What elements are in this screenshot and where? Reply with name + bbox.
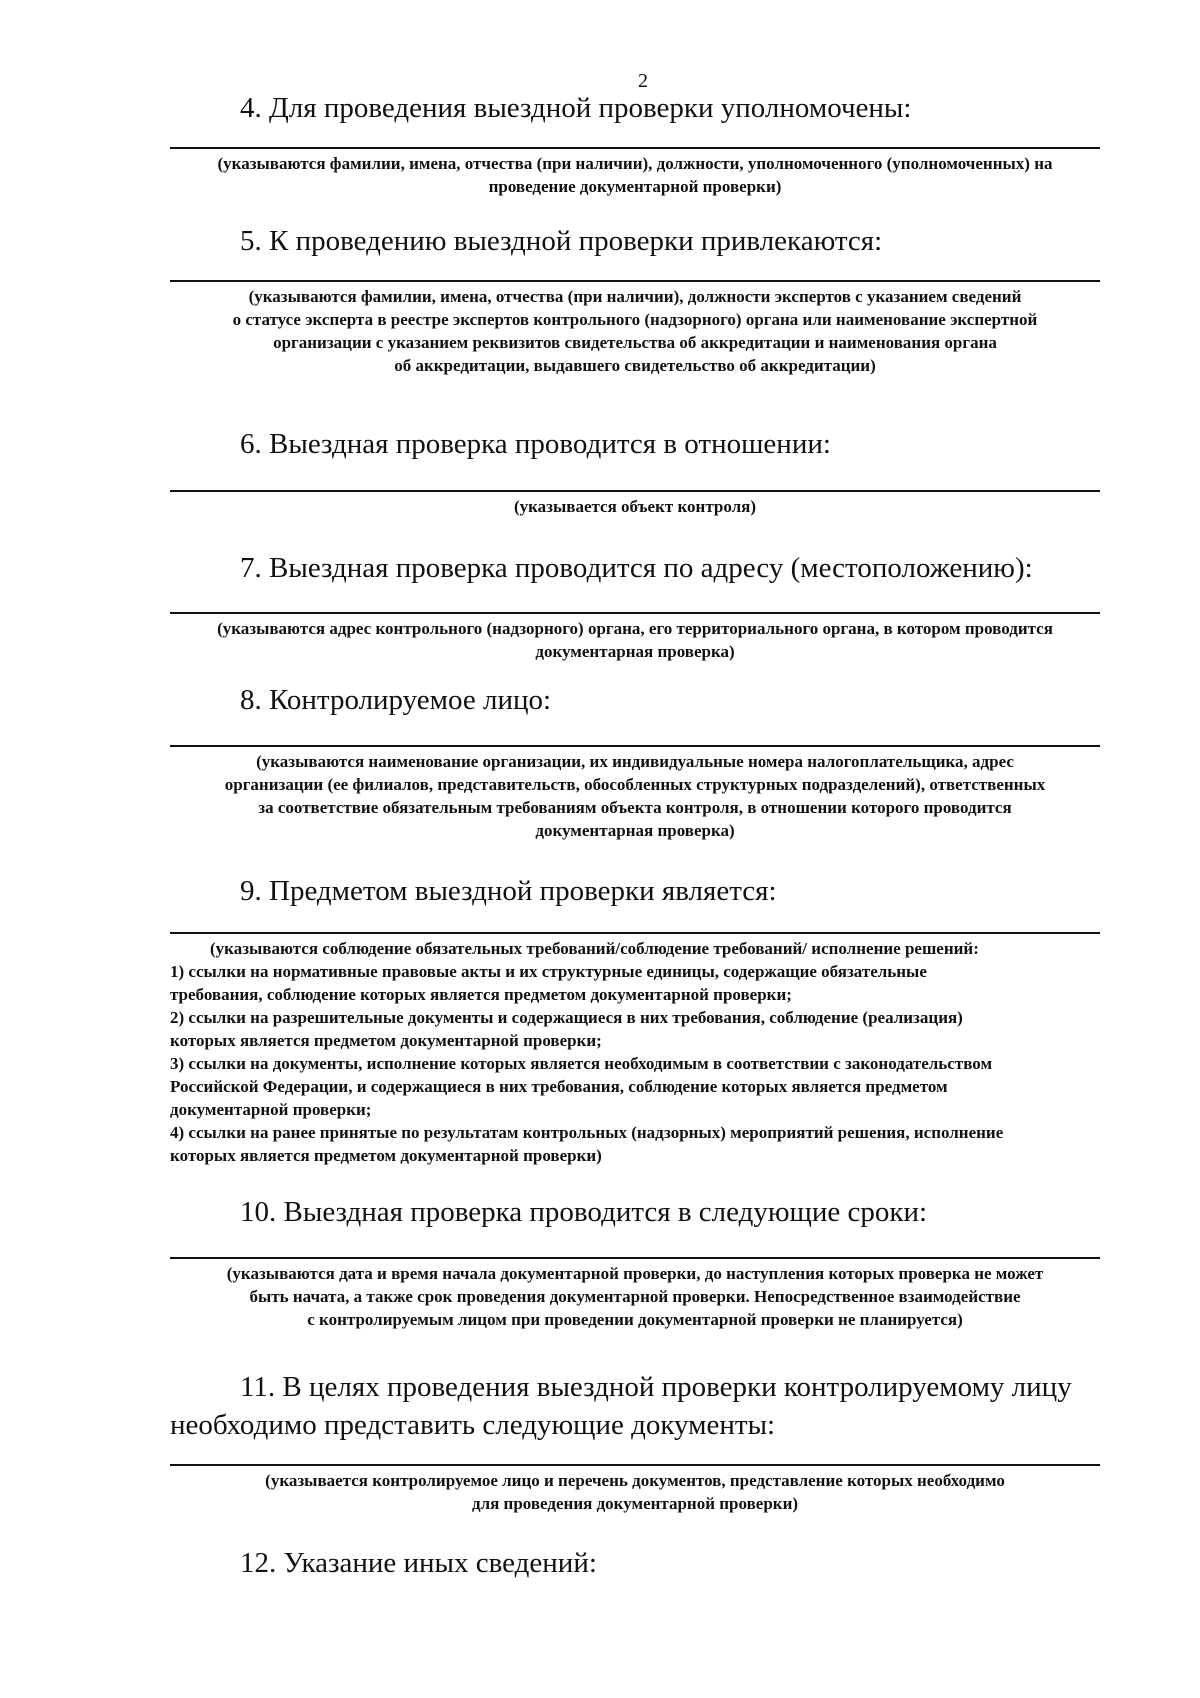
- note-line: которых является предметом документарной проверки;: [170, 1031, 602, 1050]
- note-line: документарной проверки;: [170, 1100, 372, 1119]
- section-6-fill-line: [170, 490, 1100, 492]
- section-4-heading: 4. Для проведения выездной проверки уполномочены:: [240, 92, 912, 124]
- section-6-note: [170, 495, 1100, 518]
- note-line: 4) ссылки на ранее принятые по результатам контрольных (надзорных) мероприятий решения, исполнение: [170, 1123, 1004, 1142]
- section-5-note: [170, 285, 1100, 377]
- note-line: быть начата, а также срок проведения документарной проверки. Непосредственное взаимодействие: [249, 1287, 1021, 1306]
- note-line: 1) ссылки на нормативные правовые акты и их структурные единицы, содержащие обязательные: [170, 962, 927, 981]
- note-line: о статусе эксперта в реестре экспертов контрольного (надзорного) органа или наименование экспертной: [232, 310, 1038, 329]
- section-12-heading: 12. Указание иных сведений:: [240, 1547, 597, 1579]
- note-line: Российской Федерации, и содержащиеся в них требования, соблюдение которых является предметом: [170, 1077, 948, 1096]
- section-11-fill-line: [170, 1464, 1100, 1466]
- note-line: (указываются дата и время начала документарной проверки, до наступления которых проверка не может: [226, 1264, 1044, 1283]
- section-4-note: [170, 152, 1100, 198]
- section-5-heading: 5. К проведению выездной проверки привлекаются:: [240, 225, 883, 257]
- section-7-note: [170, 617, 1100, 663]
- note-line: документарная проверка): [535, 642, 735, 661]
- section-6-heading: 6. Выездная проверка проводится в отношении:: [240, 428, 831, 460]
- section-10-fill-line: [170, 1257, 1100, 1259]
- note-line: об аккредитации, выдавшего свидетельство об аккредитации): [394, 356, 876, 375]
- note-line: 2) ссылки на разрешительные документы и содержащиеся в них требования, соблюдение (реализация): [170, 1008, 963, 1027]
- section-10-note: [170, 1262, 1100, 1331]
- section-5-fill-line: [170, 280, 1100, 282]
- section-11-heading: [170, 1368, 1100, 1444]
- note-line: проведение документарной проверки): [488, 177, 782, 196]
- note-line: с контролируемым лицом при проведении документарной проверки не планируется): [307, 1310, 963, 1329]
- section-7-heading: 7. Выездная проверка проводится по адресу (местоположению):: [240, 552, 1033, 584]
- note-line: документарная проверка): [535, 821, 735, 840]
- note-line: которых является предметом документарной проверки): [170, 1146, 602, 1165]
- section-7-fill-line: [170, 612, 1100, 614]
- note-line: (указываются соблюдение обязательных требований/соблюдение требований/ исполнение решений:: [210, 939, 979, 958]
- section-4-fill-line: [170, 147, 1100, 149]
- note-line: (указываются фамилии, имена, отчества (при наличии), должности экспертов с указанием сведений: [248, 287, 1022, 306]
- note-line: за соответствие обязательным требованиям объекта контроля, в отношении которого проводится: [258, 798, 1012, 817]
- section-8-fill-line: [170, 745, 1100, 747]
- section-9-fill-line: [170, 932, 1100, 934]
- page-number: 2: [638, 70, 648, 92]
- section-8-heading: 8. Контролируемое лицо:: [240, 684, 552, 716]
- note-line: (указывается объект контроля): [513, 497, 757, 516]
- note-line: (указываются наименование организации, их индивидуальные номера налогоплательщика, адрес: [256, 752, 1014, 771]
- section-11-heading-line-2: необходимо представить следующие документы:: [170, 1409, 776, 1441]
- section-11-note: [170, 1469, 1100, 1515]
- section-8-note: [170, 750, 1100, 842]
- section-11-heading-line-1: 11. В целях проведения выездной проверки контролируемому лицу: [240, 1371, 1072, 1403]
- section-10-heading: 10. Выездная проверка проводится в следующие сроки:: [240, 1196, 928, 1228]
- note-line: требования, соблюдение которых является предметом документарной проверки;: [170, 985, 792, 1004]
- section-9-note: [170, 937, 1100, 1167]
- note-line: 3) ссылки на документы, исполнение которых является необходимым в соответствии с законодательством: [170, 1054, 993, 1073]
- note-line: для проведения документарной проверки): [471, 1494, 799, 1513]
- note-line: организации с указанием реквизитов свидетельства об аккредитации и наименования органа: [273, 333, 997, 352]
- section-9-heading: 9. Предметом выездной проверки является:: [240, 875, 777, 907]
- note-line: (указываются адрес контрольного (надзорного) органа, его территориального органа, в котором проводится: [217, 619, 1053, 638]
- note-line: (указывается контролируемое лицо и перечень документов, представление которых необходимо: [265, 1471, 1005, 1490]
- note-line: организации (ее филиалов, представительств, обособленных структурных подразделений), ответственных: [224, 775, 1046, 794]
- note-line: (указываются фамилии, имена, отчества (при наличии), должности, уполномоченного (уполномоченных) на: [217, 154, 1053, 173]
